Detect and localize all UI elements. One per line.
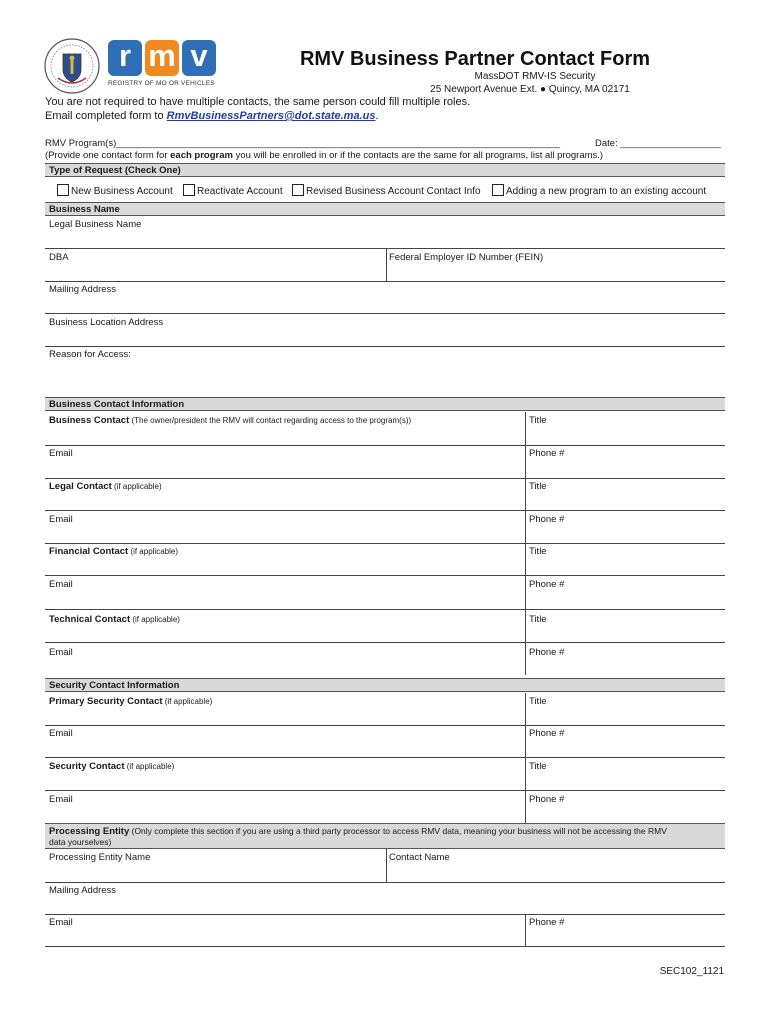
option-label: Revised Business Account Contact Info bbox=[306, 186, 481, 197]
legal-contact-label: Legal Contact bbox=[49, 481, 112, 492]
business-contact-label: Business Contact bbox=[49, 415, 130, 426]
business-contact-title-field[interactable]: Title bbox=[529, 415, 547, 426]
option-adding-program[interactable] bbox=[492, 184, 706, 197]
form-title: RMV Business Partner Contact Form bbox=[299, 48, 651, 70]
option-revised-contact-info[interactable] bbox=[292, 184, 481, 197]
business-location-field[interactable]: Business Location Address bbox=[49, 317, 164, 328]
primary-security-title-field[interactable]: Title bbox=[529, 696, 547, 707]
divider bbox=[45, 445, 725, 446]
financial-contact-label: Financial Contact bbox=[49, 546, 129, 557]
security-contact-field[interactable] bbox=[49, 761, 174, 772]
security-contact-label: Security Contact bbox=[49, 761, 125, 772]
processing-entity-name-field[interactable]: Processing Entity Name bbox=[49, 852, 151, 863]
security-contact-title-field[interactable]: Title bbox=[529, 761, 547, 772]
divider bbox=[45, 790, 725, 791]
if-applicable-note: (if applicable) bbox=[130, 615, 180, 624]
primary-security-contact-field[interactable] bbox=[49, 696, 212, 707]
business-contact-note: (The owner/president the RMV will contact regarding access to the program(s)) bbox=[129, 416, 412, 425]
technical-contact-phone-field[interactable]: Phone # bbox=[529, 647, 565, 658]
divider bbox=[386, 849, 387, 882]
massachusetts-seal-icon bbox=[44, 38, 100, 94]
divider bbox=[45, 914, 725, 915]
divider bbox=[45, 478, 725, 479]
processing-entity-heading bbox=[45, 823, 725, 849]
business-name-heading: Business Name bbox=[45, 202, 725, 216]
date-field[interactable]: Date: ___________________ bbox=[595, 138, 721, 149]
legal-contact-phone-field[interactable]: Phone # bbox=[529, 514, 565, 525]
divider bbox=[45, 725, 725, 726]
processing-email-field[interactable]: Email bbox=[49, 917, 73, 928]
divider bbox=[45, 543, 725, 544]
if-applicable-note: (if applicable) bbox=[111, 482, 162, 491]
business-contact-phone-field[interactable]: Phone # bbox=[529, 448, 565, 459]
rmv-programs-field[interactable]: RMV Program(s)____________________________________________________________________________________ bbox=[45, 138, 561, 149]
program-instruction bbox=[45, 150, 603, 161]
divider bbox=[45, 248, 725, 249]
intro-note: You are not required to have multiple contacts, the same person could fill multiple roles. bbox=[45, 96, 471, 108]
primary-security-phone-field[interactable]: Phone # bbox=[529, 728, 565, 739]
technical-contact-field[interactable] bbox=[49, 614, 180, 625]
if-applicable-note: (if applicable) bbox=[162, 697, 213, 706]
dba-field[interactable]: DBA bbox=[49, 252, 69, 263]
divider bbox=[45, 575, 725, 576]
checkbox[interactable] bbox=[57, 184, 69, 196]
option-reactivate-account[interactable] bbox=[183, 184, 283, 197]
processing-entity-note-cont: data yourselves) bbox=[49, 837, 112, 847]
processing-phone-field[interactable]: Phone # bbox=[529, 917, 565, 928]
primary-security-email-field[interactable]: Email bbox=[49, 728, 73, 739]
processing-entity-note: (Only complete this section if you are using a third party processor to access RMV data, meaning your business will not be accessing the RMV bbox=[129, 826, 667, 836]
security-contact-email-field[interactable]: Email bbox=[49, 794, 73, 805]
processing-mailing-address-field[interactable]: Mailing Address bbox=[49, 885, 117, 896]
form-id: SEC102_1121 bbox=[659, 966, 724, 977]
divider bbox=[45, 609, 725, 610]
divider bbox=[45, 346, 725, 347]
divider bbox=[45, 510, 725, 511]
submission-email-link[interactable]: RmvBusinessPartners@dot.state.ma.us bbox=[166, 110, 376, 122]
financial-contact-field[interactable] bbox=[49, 546, 178, 557]
divider bbox=[45, 946, 725, 947]
option-label: Adding a new program to an existing account bbox=[506, 186, 707, 197]
divider bbox=[525, 693, 526, 823]
divider bbox=[45, 882, 725, 883]
divider bbox=[45, 281, 725, 282]
reason-for-access-field[interactable]: Reason for Access: bbox=[49, 349, 131, 360]
security-contact-heading: Security Contact Information bbox=[45, 678, 725, 692]
business-contact-email-field[interactable]: Email bbox=[49, 448, 73, 459]
divider bbox=[525, 914, 526, 946]
divider bbox=[45, 313, 725, 314]
department-name: MassDOT RMV-IS Security bbox=[474, 71, 596, 82]
security-contact-phone-field[interactable]: Phone # bbox=[529, 794, 565, 805]
email-instruction-prefix: Email completed form to bbox=[45, 110, 167, 122]
primary-security-contact-label: Primary Security Contact bbox=[49, 696, 163, 707]
fein-field[interactable]: Federal Employer ID Number (FEIN) bbox=[389, 252, 544, 263]
divider bbox=[45, 757, 725, 758]
department-address: 25 Newport Avenue Ext. ● Quincy, MA 02171 bbox=[430, 84, 630, 95]
financial-contact-phone-field[interactable]: Phone # bbox=[529, 579, 565, 590]
option-new-business-account[interactable] bbox=[57, 184, 173, 197]
technical-contact-email-field[interactable]: Email bbox=[49, 647, 73, 658]
technical-contact-title-field[interactable]: Title bbox=[529, 614, 547, 625]
mailing-address-field[interactable]: Mailing Address bbox=[49, 284, 117, 295]
processing-entity-title: Processing Entity bbox=[49, 826, 130, 837]
financial-contact-title-field[interactable]: Title bbox=[529, 546, 547, 557]
divider bbox=[45, 642, 725, 643]
checkbox[interactable] bbox=[183, 184, 195, 196]
request-type-options bbox=[45, 183, 725, 198]
checkbox[interactable] bbox=[492, 184, 504, 196]
legal-contact-field[interactable] bbox=[49, 481, 162, 492]
email-instruction-suffix: . bbox=[375, 110, 379, 122]
rmv-logo-subtitle: REGISTRY OF MO OR VEHICLES bbox=[108, 80, 215, 87]
option-label: New Business Account bbox=[71, 186, 173, 197]
rmv-logo-letter-v: v bbox=[182, 40, 216, 76]
if-applicable-note: (if applicable) bbox=[124, 762, 175, 771]
divider bbox=[386, 248, 387, 281]
business-contact-heading: Business Contact Information bbox=[45, 397, 725, 411]
processing-contact-name-field[interactable]: Contact Name bbox=[389, 852, 450, 863]
rmv-logo-letter-r: r bbox=[108, 40, 142, 76]
legal-contact-email-field[interactable]: Email bbox=[49, 514, 73, 525]
option-label: Reactivate Account bbox=[197, 186, 283, 197]
email-instruction bbox=[45, 110, 379, 122]
request-type-heading: Type of Request (Check One) bbox=[45, 163, 725, 177]
program-instruction-bold: each program bbox=[170, 150, 233, 161]
if-applicable-note: (if applicable) bbox=[128, 547, 178, 556]
business-contact-field[interactable] bbox=[49, 415, 411, 426]
checkbox[interactable] bbox=[292, 184, 304, 196]
technical-contact-label: Technical Contact bbox=[49, 614, 131, 625]
program-instruction-suffix: you will be enrolled in or if the contacts are the same for all programs, list all programs.) bbox=[232, 150, 604, 161]
financial-contact-email-field[interactable]: Email bbox=[49, 579, 73, 590]
legal-contact-title-field[interactable]: Title bbox=[529, 481, 547, 492]
legal-business-name-field[interactable]: Legal Business Name bbox=[49, 219, 142, 230]
program-instruction-prefix: (Provide one contact form for bbox=[45, 150, 171, 161]
rmv-logo-letter-m: m bbox=[145, 40, 179, 76]
